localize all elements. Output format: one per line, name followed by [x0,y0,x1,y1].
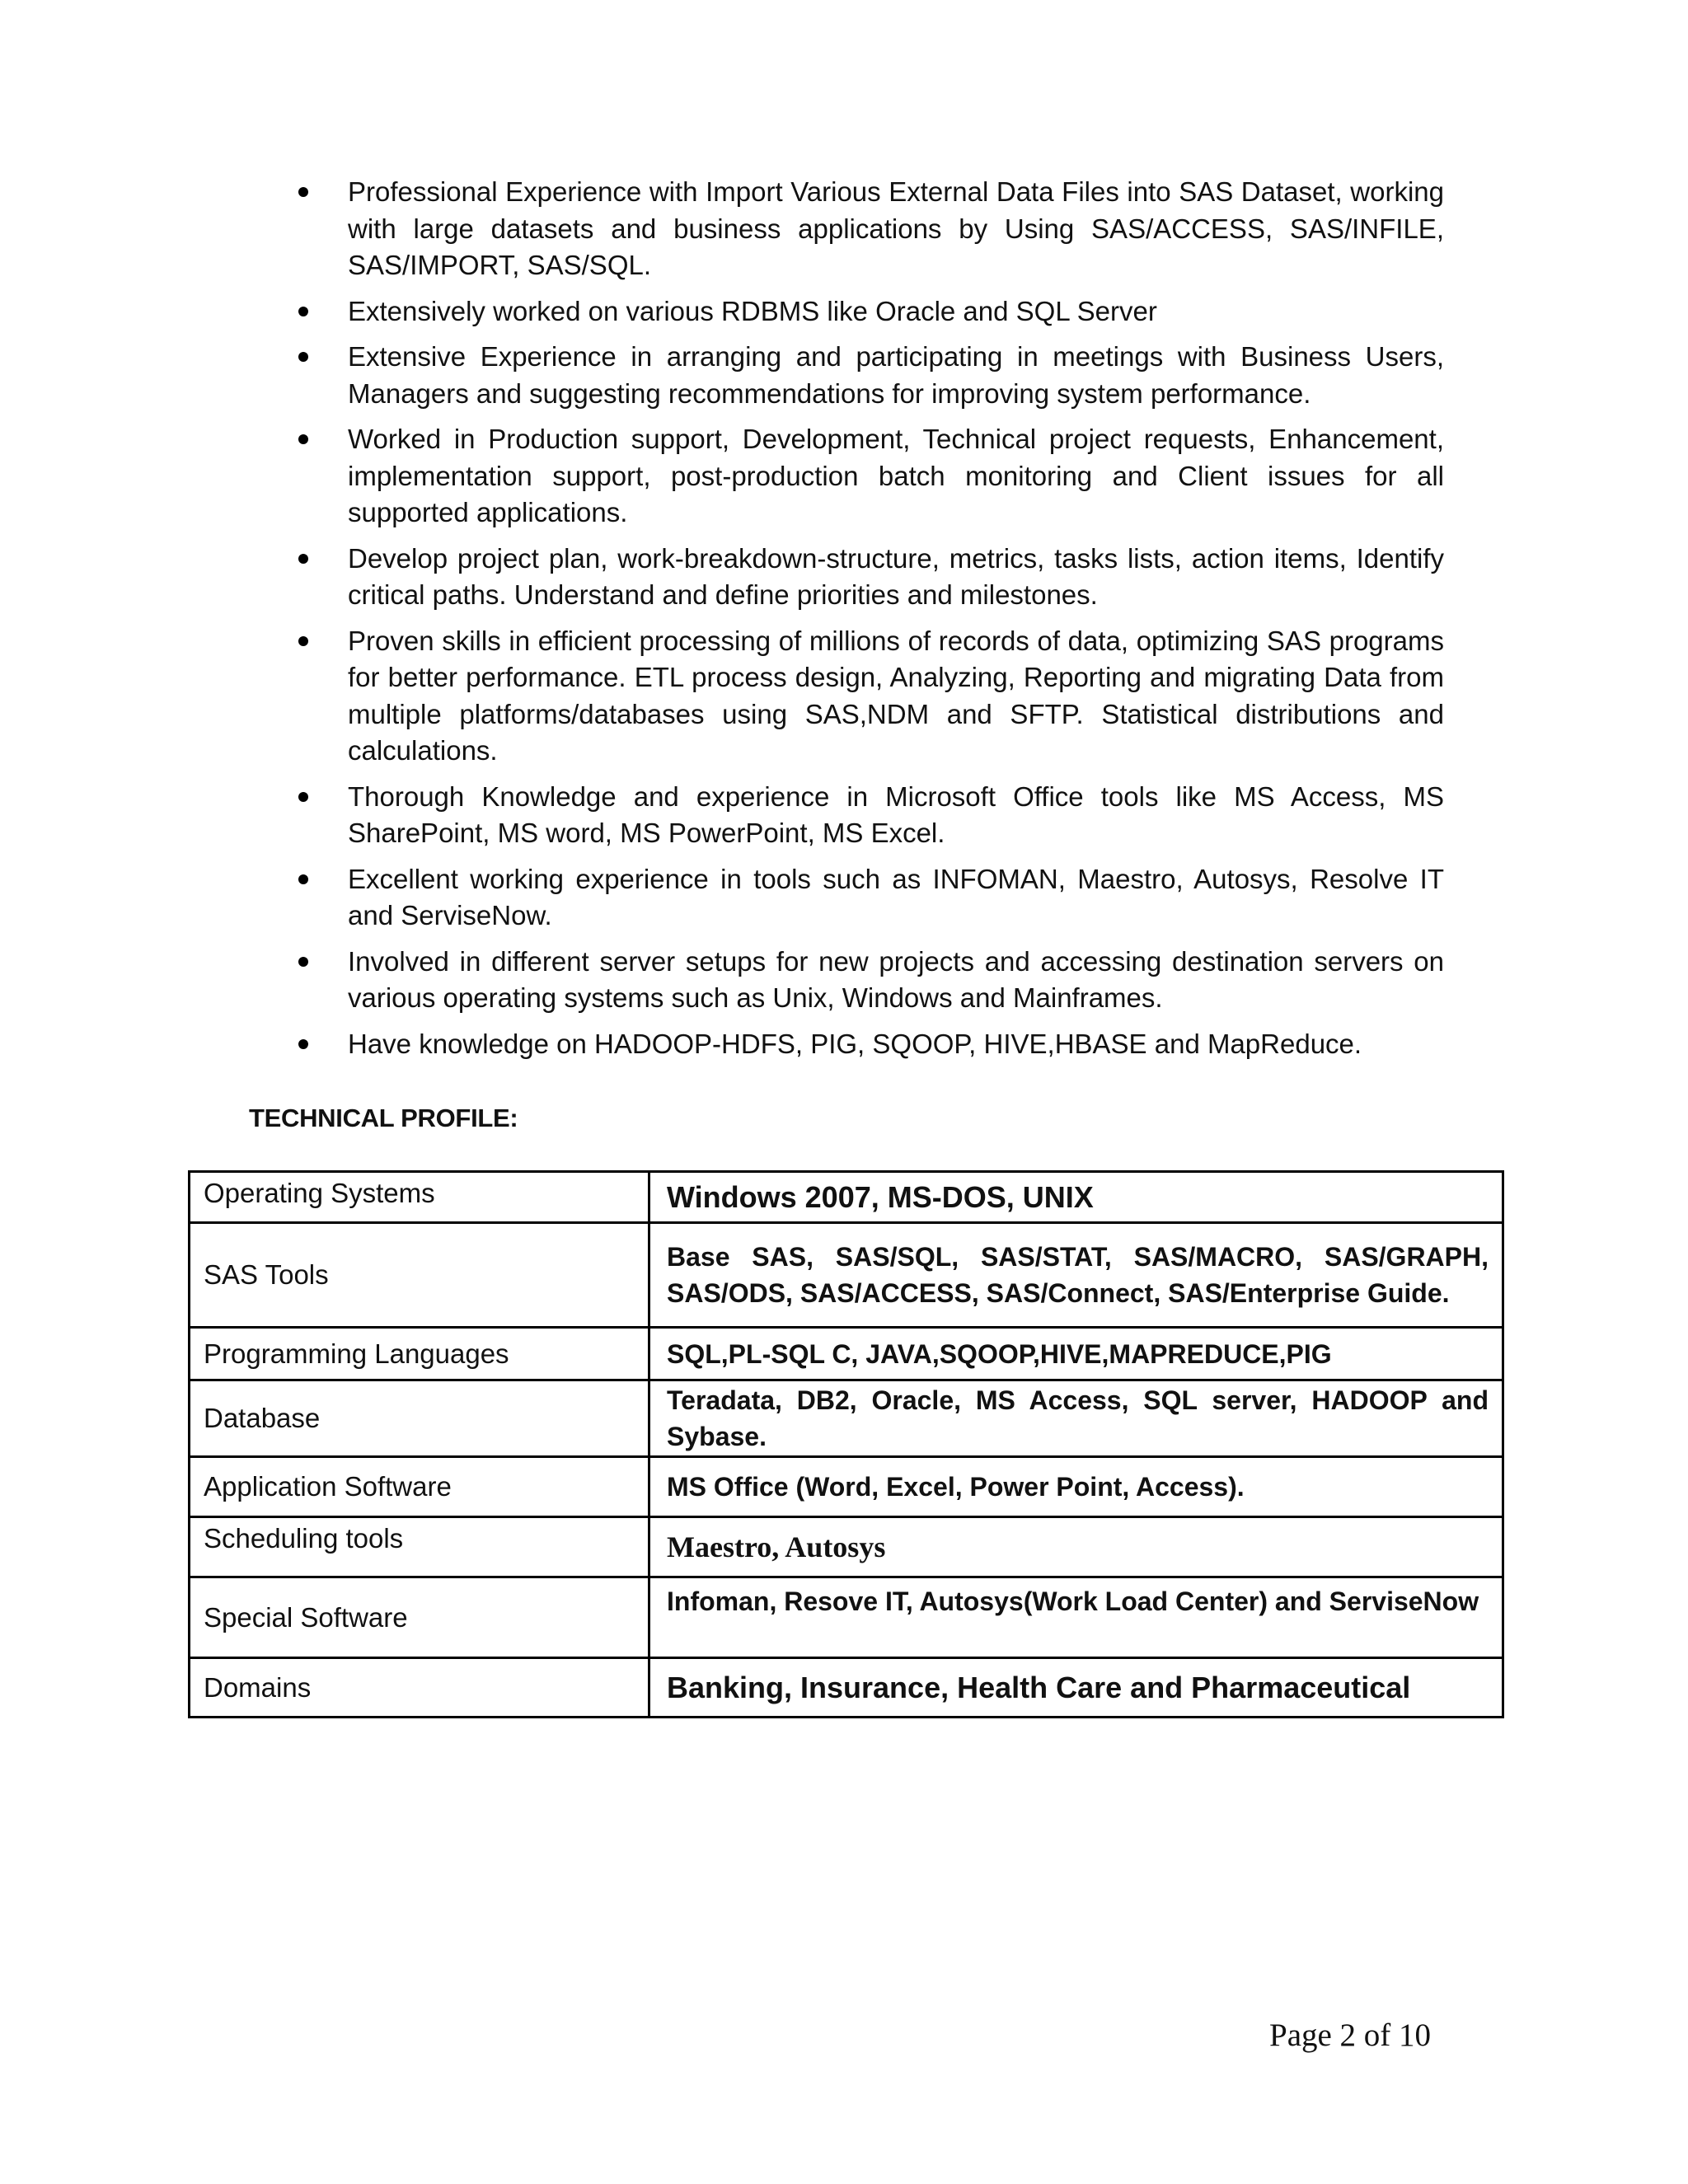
bullet-dot-icon [298,636,308,646]
bullet-dot-icon [298,307,308,316]
row-value-programming-languages: SQL,PL-SQL C, JAVA,SQOOP,HIVE,MAPREDUCE,PIG [649,1328,1503,1380]
row-label-programming-languages: Programming Languages [190,1328,649,1380]
row-value-special-software: Infoman, Resove IT, Autosys(Work Load Center) and ServiseNow [649,1577,1503,1658]
row-label-application-software: Application Software [190,1457,649,1517]
bullet-item [290,1026,1444,1063]
table-row [190,1380,1503,1457]
bullet-dot-icon [298,554,308,564]
bullet-dot-icon [298,874,308,884]
row-value-domains: Banking, Insurance, Health Care and Pharmaceutical [649,1658,1503,1718]
bullet-item [290,421,1444,532]
experience-bullet-list [290,174,1444,1071]
bullet-item [290,944,1444,1017]
bullet-item [290,779,1444,852]
bullet-text: Thorough Knowledge and experience in Microsoft Office tools like MS Access, MS SharePoint, MS word, MS PowerPoint, MS Excel. [348,780,1444,848]
table-row [190,1172,1503,1223]
bullet-text: Involved in different server setups for new projects and accessing destination servers on various operating systems such as Unix, Windows and Mainframes. [348,945,1444,1013]
bullet-dot-icon [298,1039,308,1049]
bullet-dot-icon [298,187,308,197]
bullet-dot-icon [298,434,308,444]
bullet-text: Extensive Experience in arranging and participating in meetings with Business Users, Managers and suggesting recommendations for improving system performance. [348,341,1444,409]
bullet-text: Extensively worked on various RDBMS like Oracle and SQL Server [348,295,1157,326]
bullet-item [290,541,1444,614]
bullet-item [290,623,1444,770]
bullet-text: Proven skills in efficient processing of millions of records of data, optimizing SAS programs for better performance. ETL process design, Analyzing, Reporting and migrating Data from multiple platforms/databases using SAS,NDM and SFTP. Statistical distributions and calculations. [348,625,1444,766]
bullet-dot-icon [298,792,308,802]
table-row [190,1658,1503,1718]
row-label-database: Database [190,1380,649,1457]
table-row [190,1457,1503,1517]
bullet-dot-icon [298,957,308,967]
bullet-item [290,174,1444,284]
row-label-sas-tools: SAS Tools [190,1223,649,1328]
bullet-text: Worked in Production support, Development, Technical project requests, Enhancement, implementation support, post-production batch monitoring and Client issues for all supported applications. [348,424,1444,527]
page-number: Page 2 of 10 [1269,2018,1432,2053]
row-label-domains: Domains [190,1658,649,1718]
bullet-text: Develop project plan, work-breakdown-structure, metrics, tasks lists, action items, Identify critical paths. Understand and define priorities and milestones. [348,542,1444,610]
row-value-scheduling-tools: Maestro, Autosys [649,1517,1503,1577]
row-value-database: Teradata, DB2, Oracle, MS Access, SQL server, HADOOP and Sybase. [649,1380,1503,1457]
row-value-operating-systems: Windows 2007, MS-DOS, UNIX [649,1172,1503,1223]
row-value-application-software: MS Office (Word, Excel, Power Point, Access). [649,1457,1503,1517]
bullet-text: Have knowledge on HADOOP-HDFS, PIG, SQOOP, HIVE,HBASE and MapReduce. [348,1028,1362,1059]
table-row [190,1517,1503,1577]
bullet-dot-icon [298,352,308,362]
row-label-special-software: Special Software [190,1577,649,1658]
table-row [190,1328,1503,1380]
bullet-item [290,339,1444,412]
row-label-scheduling-tools: Scheduling tools [190,1517,649,1577]
bullet-item [290,861,1444,935]
bullet-text: Excellent working experience in tools such as INFOMAN, Maestro, Autosys, Resolve IT and ServiseNow. [348,863,1444,930]
technical-profile-heading: TECHNICAL PROFILE: [249,1104,518,1132]
row-label-operating-systems: Operating Systems [190,1172,649,1223]
table-row [190,1577,1503,1658]
bullet-item [290,293,1444,330]
bullet-text: Professional Experience with Import Various External Data Files into SAS Dataset, working with large datasets and business applications by Using SAS/ACCESS, SAS/INFILE, SAS/IMPORT, SAS/SQL. [348,176,1444,280]
table-row [190,1223,1503,1328]
row-value-sas-tools: Base SAS, SAS/SQL, SAS/STAT, SAS/MACRO, SAS/GRAPH, SAS/ODS, SAS/ACCESS, SAS/Connect, SAS/Enterprise Guide. [649,1223,1503,1328]
technical-profile-table [188,1170,1504,1718]
